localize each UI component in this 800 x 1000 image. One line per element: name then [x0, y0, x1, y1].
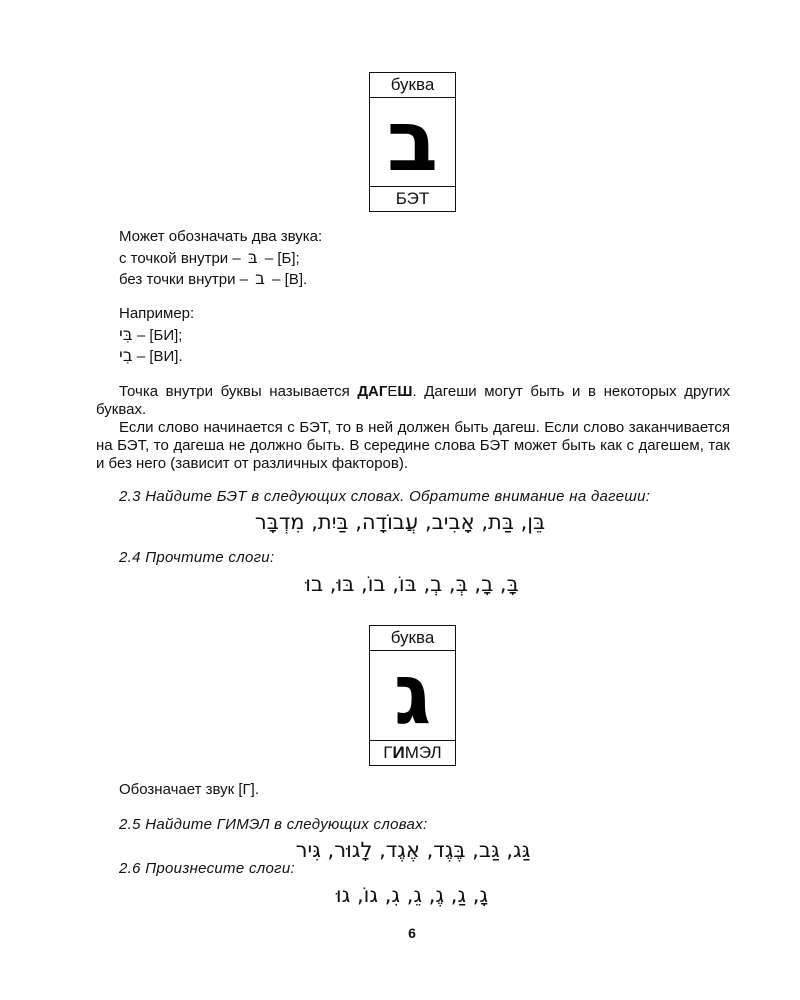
dagesh-paragraph-1 [96, 383, 730, 419]
bet-with-dot-letter: בּ [247, 248, 258, 268]
bet-with-dot-sound: – [Б]; [264, 250, 300, 267]
dagesh-paragraphs [96, 383, 730, 473]
dagesh-paragraph-2: Если слово начинается с БЭТ, то в ней должен быть дагеш. Если слово заканчивается на БЭТ, то дагеша не должно быть. В середине слова БЭТ может быть как с дагешем, так и без него (зависит от различных факторов). [96, 419, 730, 472]
gimel-name-c: МЭЛ [404, 743, 442, 762]
exercise-2-5-words: גַּג, גַּב, בֶּגֶד, אֶגֶד, לָגוּר, גִּיר [295, 838, 531, 862]
example-bi [119, 326, 182, 345]
examples-label: Например: [119, 305, 195, 322]
bet-without-dot-line [119, 270, 307, 289]
dagesh-term-a: ДАГ [357, 383, 388, 400]
exercise-2-3-words: בֵּן, בַּת, אָבִיב, עֲבוֹדָה, בַּיִת, מִדְבָּר [254, 510, 546, 534]
dagesh-p1-after: . Дагеши могут быть и в некоторых других буквах. [96, 383, 731, 418]
gimel-card-name [370, 740, 455, 765]
bet-with-dot-line [119, 249, 300, 268]
example-vi [119, 347, 183, 366]
page-number: 6 [408, 925, 416, 941]
bet-without-dot-sound: – [В]. [272, 271, 308, 288]
gimel-name-a: Г [383, 743, 393, 762]
exercise-2-4-title: 2.4 Прочтите слоги: [119, 549, 275, 566]
dagesh-p1-before: Точка внутри буквы называется [119, 383, 358, 400]
example-bi-sound: – [БИ]; [136, 327, 183, 344]
gimel-card-letter: ג [393, 645, 432, 743]
example-vi-hebrew: בִי [119, 346, 133, 366]
bet-without-dot-prefix: без точки внутри – [119, 271, 248, 288]
exercise-2-6-title: 2.6 Произнесите слоги: [119, 860, 295, 877]
gimel-card-top-label: буква [370, 626, 455, 651]
bet-with-dot-prefix: с точкой внутри – [119, 250, 241, 267]
bet-card-top-label: буква [370, 73, 455, 98]
exercise-2-3-title: 2.3 Найдите БЭТ в следующих словах. Обратите внимание на дагеши: [119, 488, 651, 505]
bet-sounds-intro: Может обозначать два звука: [119, 228, 323, 245]
bet-letter-card [369, 72, 456, 212]
gimel-letter-card [369, 625, 456, 766]
exercise-2-5-title: 2.5 Найдите ГИМЭЛ в следующих словах: [119, 816, 428, 833]
example-bi-hebrew: בִּי [119, 325, 133, 345]
exercise-2-6-syllables: גָ, גַ, גֶ, גֵ, גִ, גוֹ, גוּ [335, 883, 489, 907]
bet-without-dot-letter: ב [255, 269, 265, 289]
gimel-sound: Обозначает звук [Г]. [119, 781, 260, 798]
gimel-name-b: И [392, 743, 405, 762]
example-vi-sound: – [ВИ]. [136, 348, 183, 365]
bet-card-name: БЭТ [370, 186, 455, 211]
dagesh-term-b: Ш [397, 383, 413, 400]
bet-card-letter: ב [386, 92, 439, 190]
dagesh-term [357, 383, 412, 400]
dagesh-term-e: Е [387, 383, 398, 400]
exercise-2-4-syllables: בָּ, בָ, בְּ, בְ, בּוֹ, בוֹ, בּוּ, בוּ [305, 572, 519, 596]
